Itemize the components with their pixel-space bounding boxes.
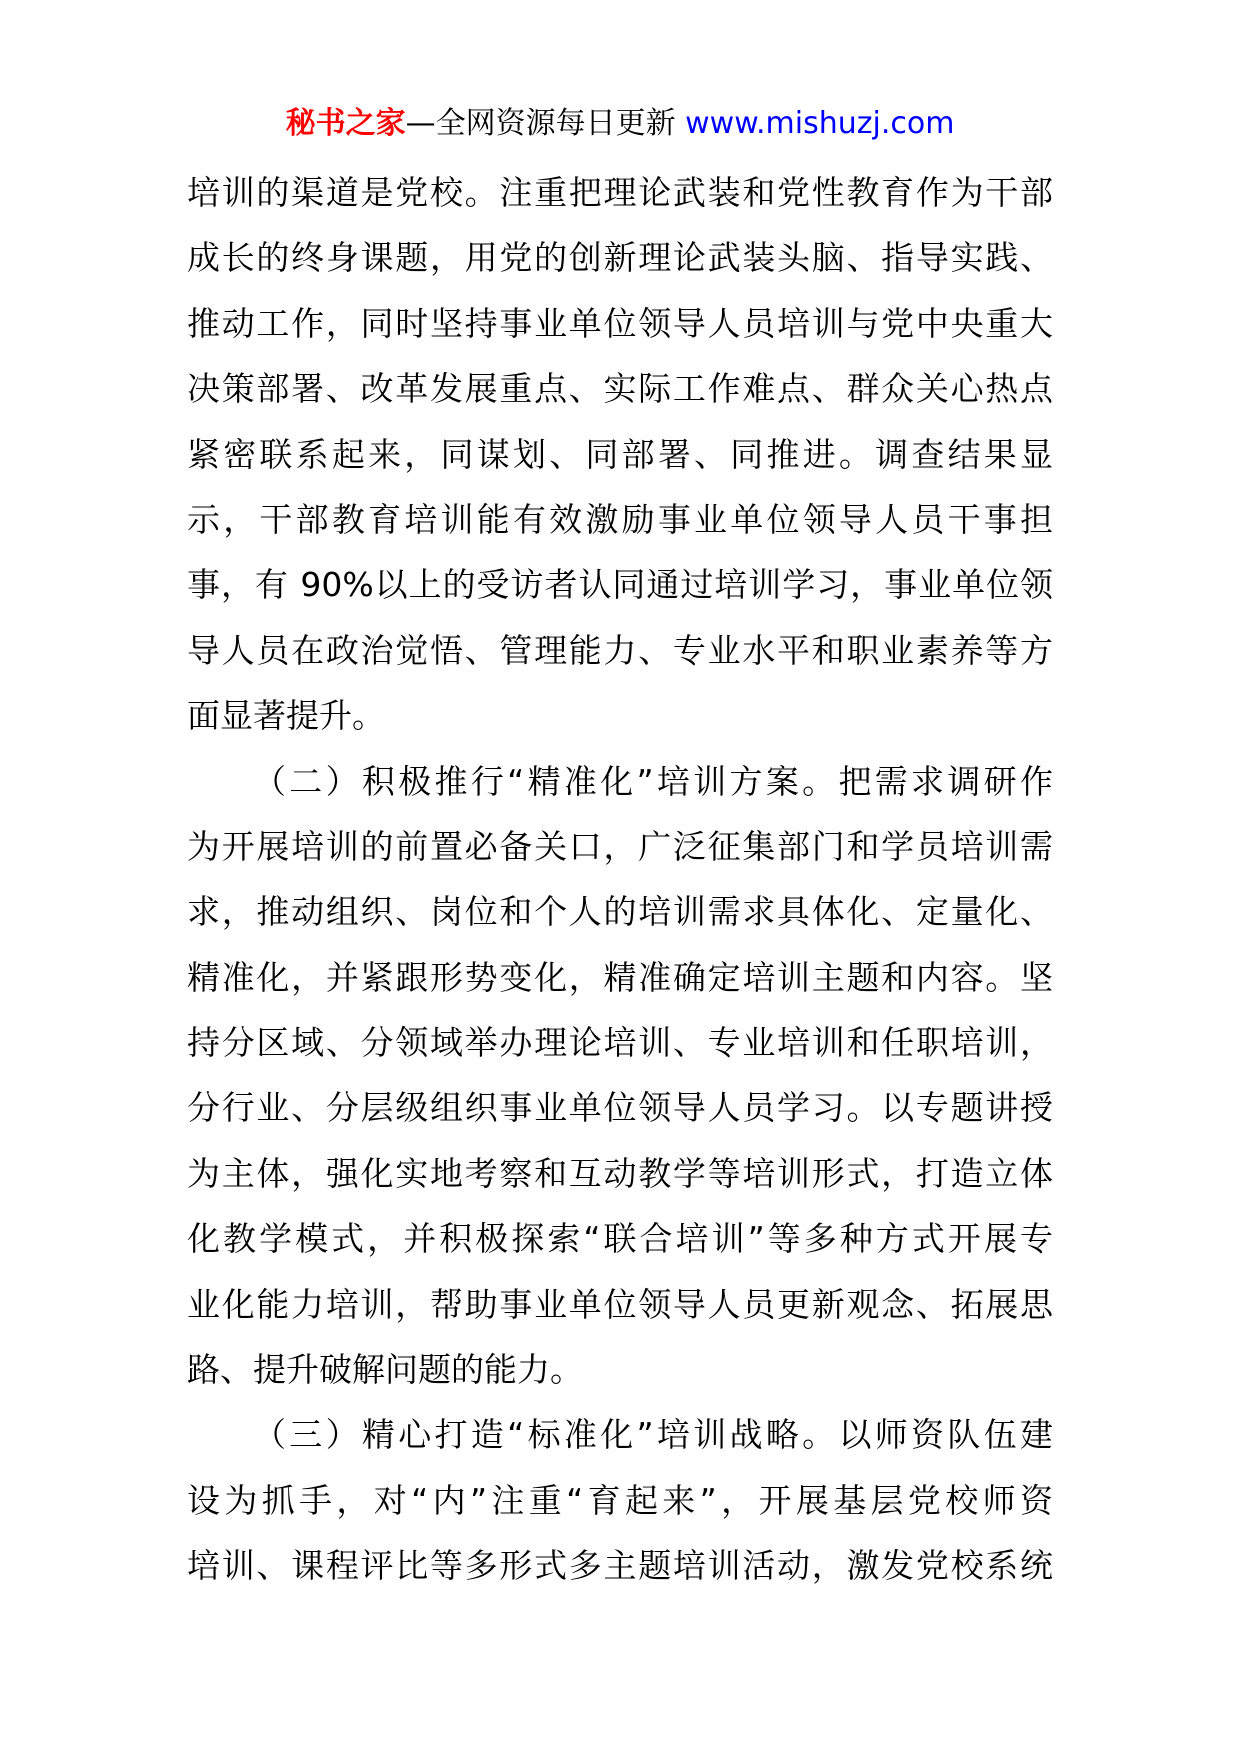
text-line: 持分区域、分领域举办理论培训、专业培训和任职培训，	[187, 1023, 1053, 1063]
page-header	[0, 104, 1240, 144]
text-line: 为主体，强化实地考察和互动教学等培训形式，打造立体	[187, 1153, 1053, 1193]
text-line: 求，推动组织、岗位和个人的培训需求具体化、定量化、	[187, 892, 1053, 932]
text-line: 紧密联系起来，同谋划、同部署、同推进。调查结果显	[187, 434, 1053, 474]
text-line: 培训的渠道是党校。注重把理论武装和党性教育作为干部	[187, 173, 1053, 212]
text-line: 分行业、分层级组织事业单位领导人员学习。以专题讲授	[187, 1088, 1053, 1128]
section-heading-line: （二）积极推行“精准化”培训方案。把需求调研作	[253, 761, 1053, 801]
text-line: 事，有 90%以上的受访者认同通过培训学习，事业单位领	[187, 565, 1053, 605]
text-line: 培训、课程评比等多形式多主题培训活动，激发党校系统	[187, 1546, 1053, 1586]
site-url-link[interactable]: www.mishuzj.com	[685, 106, 955, 141]
section-heading-line: （三）精心打造“标准化”培训战略。以师资队伍建	[253, 1415, 1053, 1455]
text-line: 成长的终身课题，用党的创新理论武装头脑、指导实践、	[187, 238, 1053, 278]
text-line: 精准化，并紧跟形势变化，精准确定培训主题和内容。坚	[187, 957, 1053, 997]
text-line: 决策部署、改革发展重点、实际工作难点、群众关心热点	[187, 369, 1053, 409]
site-brand: 秘书之家	[285, 106, 406, 141]
site-tagline: —全网资源每日更新	[405, 106, 676, 141]
text-line: 为开展培训的前置必备关口，广泛征集部门和学员培训需	[187, 826, 1053, 866]
text-line: 示，干部教育培训能有效激励事业单位领导人员干事担	[187, 499, 1053, 539]
text-line: 路、提升破解问题的能力。	[187, 1350, 583, 1390]
text-line: 业化能力培训，帮助事业单位领导人员更新观念、拓展思	[187, 1284, 1053, 1324]
text-line: 化教学模式，并积极探索“联合培训”等多种方式开展专	[187, 1219, 1053, 1259]
document-body	[187, 160, 1053, 1599]
text-line: 推动工作，同时坚持事业单位领导人员培训与党中央重大	[187, 303, 1053, 343]
text-line: 导人员在政治觉悟、管理能力、专业水平和职业素养等方	[187, 630, 1053, 670]
text-line: 设为抓手，对“内”注重“育起来”，开展基层党校师资	[187, 1480, 1053, 1520]
text-line: 面显著提升。	[187, 696, 385, 736]
